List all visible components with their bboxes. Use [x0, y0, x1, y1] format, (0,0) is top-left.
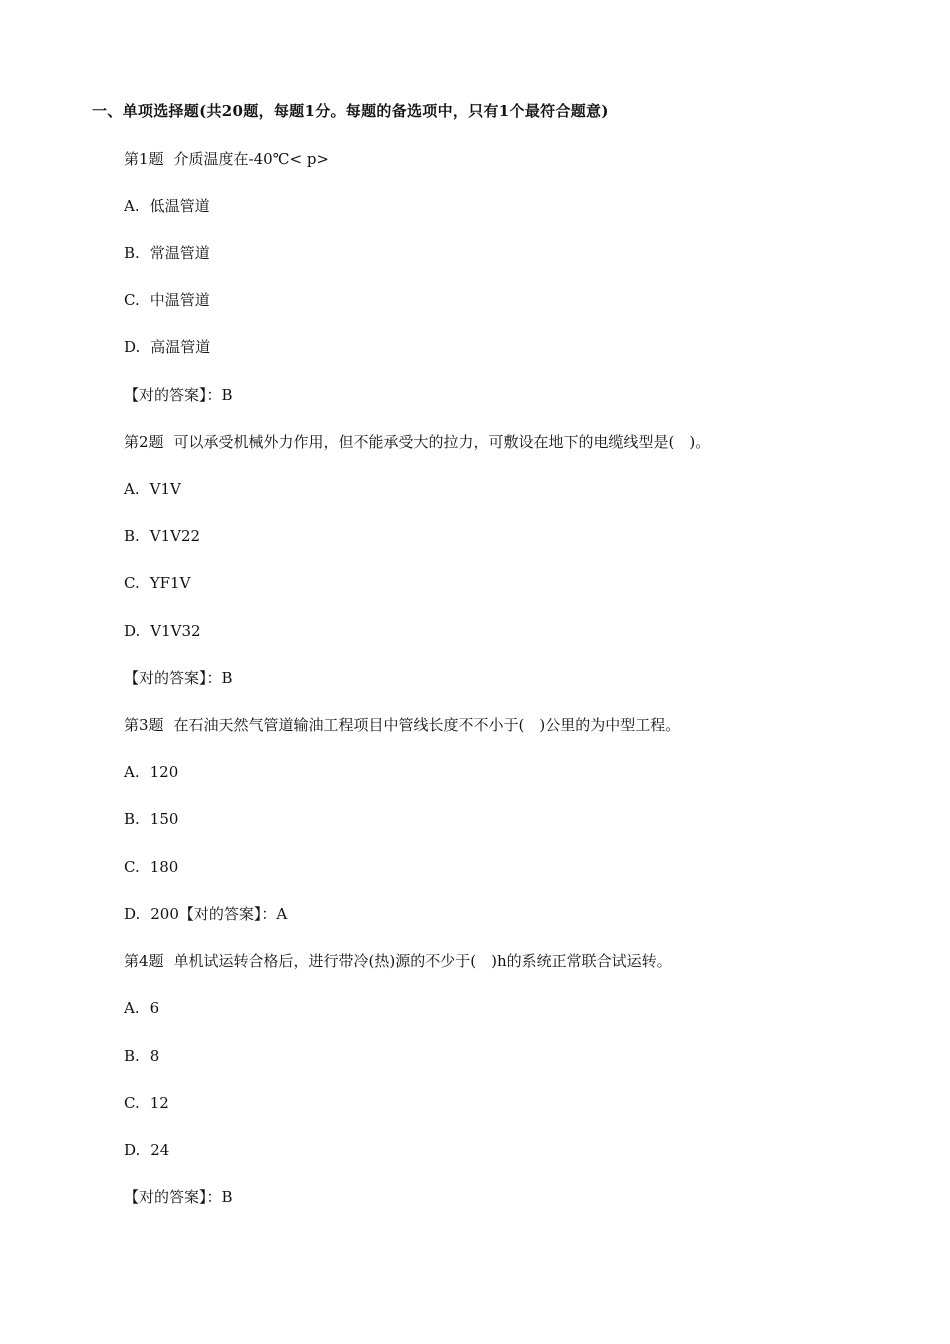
question-4-text: 单机试运转合格后，进行带冷(热)源的不少于( )h的系统正常联合试运转。: [173, 952, 672, 970]
question-1-option-b: [124, 242, 210, 264]
question-4-option-b: [124, 1045, 159, 1067]
question-3-option-b: [124, 808, 178, 830]
option-letter: D.: [124, 622, 141, 640]
option-letter: C.: [124, 1094, 140, 1112]
answer-value: B: [221, 386, 233, 404]
option-text: 6: [149, 999, 160, 1017]
question-2-option-d: [124, 620, 201, 642]
option-letter: C.: [124, 291, 140, 309]
question-2-label: 第2题: [124, 433, 164, 451]
question-4-option-d: [124, 1139, 169, 1161]
question-4-option-a: [124, 997, 159, 1019]
question-4-option-c: [124, 1092, 169, 1114]
answer-label: 【对的答案】：: [178, 905, 277, 923]
question-1-option-d: [124, 336, 210, 358]
question-2-text: 可以承受机械外力作用，但不能承受大的拉力，可敷设在地下的电缆线型是( )。: [173, 433, 711, 451]
option-text: 8: [149, 1047, 160, 1065]
option-letter: A.: [124, 197, 140, 215]
option-letter: B.: [124, 527, 140, 545]
question-1-option-c: [124, 289, 210, 311]
option-text: 24: [150, 1141, 170, 1159]
answer-label: 【对的答案】：: [124, 386, 222, 404]
answer-value: B: [221, 1188, 233, 1206]
question-3-option-c: [124, 856, 178, 878]
option-text: 120: [149, 763, 179, 781]
question-1-label: 第1题: [124, 150, 164, 168]
question-4: [124, 950, 672, 972]
option-text: 12: [149, 1094, 169, 1112]
option-letter: A.: [124, 763, 140, 781]
option-letter: C.: [124, 858, 140, 876]
question-3-label: 第3题: [124, 716, 164, 734]
option-letter: A.: [124, 999, 140, 1017]
question-2: [124, 431, 710, 453]
option-letter: D.: [124, 1141, 141, 1159]
question-3-option-d: [124, 903, 287, 925]
option-letter: A.: [124, 480, 140, 498]
option-text: 低温管道: [149, 197, 210, 215]
option-text: 高温管道: [150, 338, 211, 356]
question-2-option-a: [124, 478, 181, 500]
section-title: 一、单项选择题(共20题，每题1分。每题的备选项中，只有1个最符合题意): [92, 102, 609, 120]
option-letter: B.: [124, 810, 140, 828]
option-text: 常温管道: [149, 244, 210, 262]
option-text: 中温管道: [149, 291, 210, 309]
option-letter: B.: [124, 244, 140, 262]
question-4-answer: [124, 1186, 233, 1208]
option-text: V1V32: [150, 622, 201, 640]
answer-value: B: [221, 669, 233, 687]
question-3-option-a: [124, 761, 178, 783]
option-letter: D.: [124, 338, 141, 356]
answer-label: 【对的答案】：: [124, 1188, 222, 1206]
question-1-text: 介质温度在-40℃< p>: [173, 150, 329, 168]
question-1-option-a: [124, 195, 210, 217]
answer-value: A: [276, 905, 288, 923]
question-1-answer: [124, 384, 233, 406]
option-text: YF1V: [149, 574, 191, 592]
question-3: [124, 714, 680, 736]
option-text: 200: [150, 905, 179, 923]
question-3-text: 在石油天然气管道输油工程项目中管线长度不不小于( )公里的为中型工程。: [173, 716, 681, 734]
question-2-option-c: [124, 572, 190, 594]
option-text: 150: [149, 810, 179, 828]
question-4-label: 第4题: [124, 952, 164, 970]
option-letter: D.: [124, 905, 141, 923]
question-2-answer: [124, 667, 233, 689]
option-letter: C.: [124, 574, 140, 592]
option-letter: B.: [124, 1047, 140, 1065]
question-1: [124, 148, 329, 170]
option-text: 180: [149, 858, 179, 876]
option-text: V1V: [149, 480, 181, 498]
option-text: V1V22: [149, 527, 201, 545]
question-2-option-b: [124, 525, 200, 547]
answer-label: 【对的答案】：: [124, 669, 222, 687]
